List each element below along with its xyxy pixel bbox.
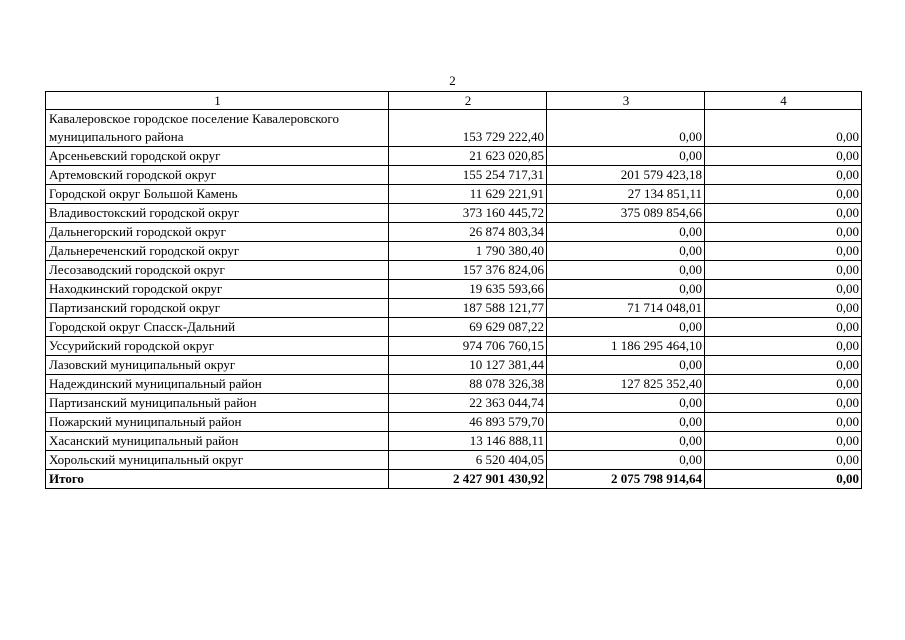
amount-col-2: 6 520 404,05	[389, 451, 547, 470]
amount-col-2: 1 790 380,40	[389, 242, 547, 261]
amount-col-4: 0,00	[705, 432, 862, 451]
amount-col-4: 0,00	[705, 394, 862, 413]
amount-col-4: 0,00	[705, 413, 862, 432]
amount-col-4: 0,00	[705, 375, 862, 394]
total-col-4: 0,00	[705, 470, 862, 489]
amount-col-3: 0,00	[547, 242, 705, 261]
amount-col-2: 13 146 888,11	[389, 432, 547, 451]
amount-col-4: 0,00	[705, 185, 862, 204]
amount-col-3: 0,00	[547, 147, 705, 166]
amount-col-4: 0,00	[705, 280, 862, 299]
amount-col-2: 69 629 087,22	[389, 318, 547, 337]
amount-col-4: 0,00	[705, 261, 862, 280]
municipality-name: Надеждинский муниципальный район	[46, 375, 389, 394]
table-row	[46, 166, 862, 185]
amount-col-3: 0,00	[547, 432, 705, 451]
table-row	[46, 204, 862, 223]
amount-col-2: 22 363 044,74	[389, 394, 547, 413]
municipality-name: Артемовский городской округ	[46, 166, 389, 185]
table-row	[46, 413, 862, 432]
amount-col-4: 0,00	[705, 110, 862, 147]
municipality-name: Пожарский муниципальный район	[46, 413, 389, 432]
amount-col-2: 88 078 326,38	[389, 375, 547, 394]
table-row	[46, 242, 862, 261]
header-col-4: 4	[705, 92, 862, 110]
amount-col-2: 187 588 121,77	[389, 299, 547, 318]
amount-col-2: 373 160 445,72	[389, 204, 547, 223]
table-row	[46, 356, 862, 375]
amount-col-3: 201 579 423,18	[547, 166, 705, 185]
amount-col-4: 0,00	[705, 318, 862, 337]
municipality-name: Владивостокский городской округ	[46, 204, 389, 223]
municipality-name: Находкинский городской округ	[46, 280, 389, 299]
municipality-name: Арсеньевский городской округ	[46, 147, 389, 166]
amount-col-2: 11 629 221,91	[389, 185, 547, 204]
municipality-name: Лазовский муниципальный округ	[46, 356, 389, 375]
municipality-name: Партизанский муниципальный район	[46, 394, 389, 413]
amount-col-3: 127 825 352,40	[547, 375, 705, 394]
page-number: 2	[449, 73, 456, 88]
budget-table	[45, 91, 862, 489]
amount-col-2: 153 729 222,40	[389, 110, 547, 147]
amount-col-3: 0,00	[547, 280, 705, 299]
amount-col-4: 0,00	[705, 356, 862, 375]
amount-col-4: 0,00	[705, 337, 862, 356]
table-body	[46, 110, 862, 489]
total-label: Итого	[46, 470, 389, 489]
municipality-name: Городской округ Спасск-Дальний	[46, 318, 389, 337]
municipality-name: Кавалеровское городское поселение Кавалеровского муниципального района	[46, 110, 389, 147]
header-col-2: 2	[389, 92, 547, 110]
table-row	[46, 110, 862, 147]
amount-col-3: 0,00	[547, 356, 705, 375]
municipality-name: Дальнегорский городской округ	[46, 223, 389, 242]
amount-col-3: 0,00	[547, 261, 705, 280]
amount-col-3: 27 134 851,11	[547, 185, 705, 204]
amount-col-3: 0,00	[547, 318, 705, 337]
total-col-2: 2 427 901 430,92	[389, 470, 547, 489]
amount-col-4: 0,00	[705, 451, 862, 470]
municipality-name: Партизанский городской округ	[46, 299, 389, 318]
table-row	[46, 394, 862, 413]
total-row	[46, 470, 862, 489]
table-row	[46, 375, 862, 394]
amount-col-3: 0,00	[547, 413, 705, 432]
amount-col-3: 0,00	[547, 110, 705, 147]
amount-col-3: 0,00	[547, 394, 705, 413]
amount-col-2: 155 254 717,31	[389, 166, 547, 185]
header-row	[46, 92, 862, 110]
municipality-name: Лесозаводский городской округ	[46, 261, 389, 280]
header-col-3: 3	[547, 92, 705, 110]
total-col-3: 2 075 798 914,64	[547, 470, 705, 489]
table-row	[46, 280, 862, 299]
amount-col-4: 0,00	[705, 204, 862, 223]
municipality-name: Хасанский муниципальный район	[46, 432, 389, 451]
amount-col-2: 10 127 381,44	[389, 356, 547, 375]
amount-col-4: 0,00	[705, 166, 862, 185]
table-header	[46, 92, 862, 110]
amount-col-4: 0,00	[705, 242, 862, 261]
amount-col-3: 375 089 854,66	[547, 204, 705, 223]
table-row	[46, 432, 862, 451]
amount-col-4: 0,00	[705, 299, 862, 318]
table-row	[46, 337, 862, 356]
table-row	[46, 299, 862, 318]
municipality-name: Уссурийский городской округ	[46, 337, 389, 356]
amount-col-2: 157 376 824,06	[389, 261, 547, 280]
table-row	[46, 318, 862, 337]
table-row	[46, 185, 862, 204]
header-col-1: 1	[46, 92, 389, 110]
amount-col-2: 26 874 803,34	[389, 223, 547, 242]
municipality-name: Дальнереченский городской округ	[46, 242, 389, 261]
amount-col-3: 0,00	[547, 223, 705, 242]
amount-col-2: 46 893 579,70	[389, 413, 547, 432]
amount-col-2: 974 706 760,15	[389, 337, 547, 356]
table-row	[46, 147, 862, 166]
municipality-name: Городской округ Большой Камень	[46, 185, 389, 204]
municipality-name: Хорольский муниципальный округ	[46, 451, 389, 470]
amount-col-3: 1 186 295 464,10	[547, 337, 705, 356]
amount-col-2: 19 635 593,66	[389, 280, 547, 299]
amount-col-3: 0,00	[547, 451, 705, 470]
table-row	[46, 451, 862, 470]
table-row	[46, 261, 862, 280]
amount-col-3: 71 714 048,01	[547, 299, 705, 318]
amount-col-4: 0,00	[705, 147, 862, 166]
amount-col-2: 21 623 020,85	[389, 147, 547, 166]
table-row	[46, 223, 862, 242]
amount-col-4: 0,00	[705, 223, 862, 242]
